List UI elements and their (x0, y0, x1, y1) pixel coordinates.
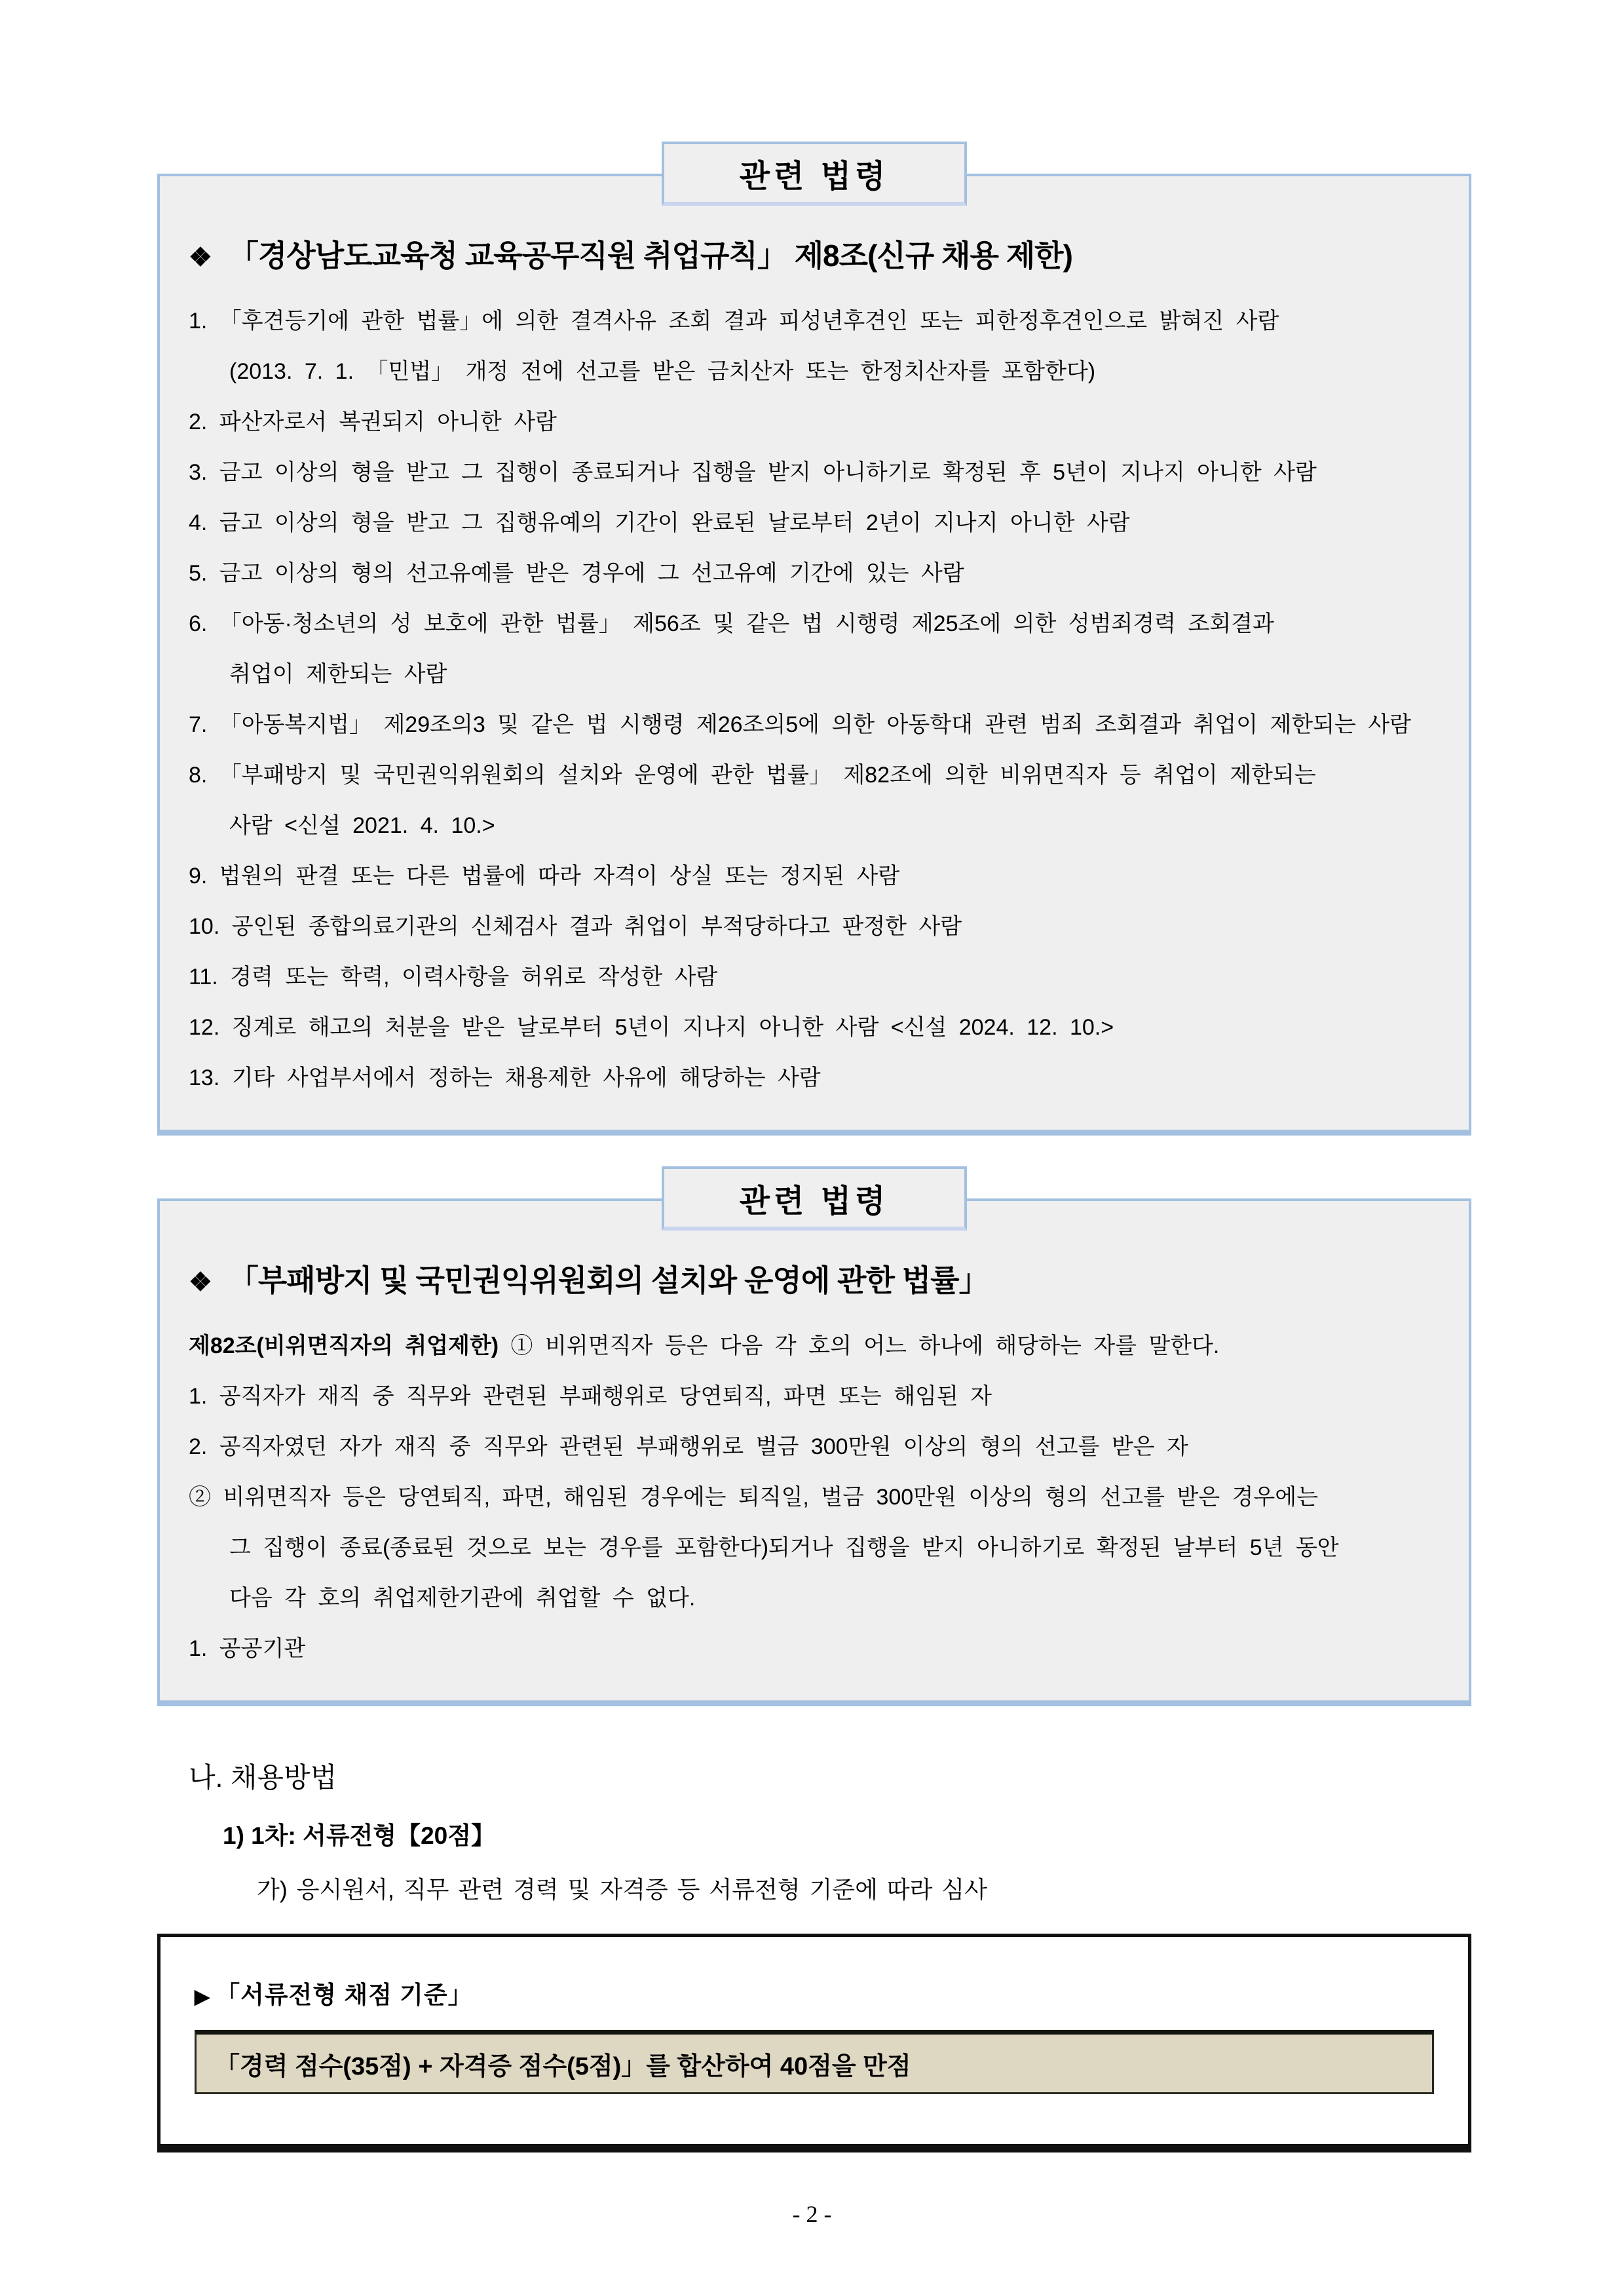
diamond-bullet-icon: ❖ (189, 1268, 212, 1297)
related-law-tab-1-label: 관련 법령 (739, 159, 890, 194)
law-item-line: 사람 <신설 2021. 4. 10.> (229, 813, 495, 838)
law-item-line: 8. 「부패방지 및 국민권익위원회의 설치와 운영에 관한 법률」 제82조에 의한 비위면직자 등 취업이 제한되는 (189, 763, 1316, 788)
criteria-highlight-bar (195, 2030, 1434, 2094)
law-item-line: 10. 공인된 종합의료기관의 신체검사 결과 취업이 부적당하다고 판정한 사람 (189, 914, 962, 939)
law-box-2-title: 「부패방지 및 국민권익위원회의 설치와 운영에 관한 법률」 (228, 1263, 989, 1297)
recruitment-method-section (189, 1761, 987, 1904)
law-item-line: 6. 「아동·청소년의 성 보호에 관한 법률」 제56조 및 같은 법 시행령 제25조에 의한 성범죄경력 조회결과 (189, 611, 1274, 636)
screening-criteria-box (157, 1934, 1471, 2152)
law-box-1 (157, 174, 1471, 1136)
law-box-1-title-row (189, 226, 1443, 287)
law-item-line: 1. 공공기관 (189, 1636, 306, 1661)
law-article-line (189, 1321, 1443, 1371)
law-item-line: 1. 공직자가 재직 중 직무와 관련된 부패행위로 당연퇴직, 파면 또는 해임된 자 (189, 1384, 992, 1409)
related-law-tab-2-label: 관련 법령 (739, 1183, 890, 1219)
article-heading: 제82조(비위면직자의 취업제한) (189, 1333, 499, 1358)
law-item-line: 11. 경력 또는 학력, 이력사항을 허위로 작성한 사람 (189, 965, 718, 989)
law-item-line: 2. 파산자로서 복권되지 아니한 사람 (189, 410, 557, 434)
related-law-tab-2 (662, 1166, 967, 1231)
law-item-line: 그 집행이 종료(종료된 것으로 보는 경우를 포함한다)되거나 집행을 받지 아니하기로 확정된 날부터 5년 동안 (229, 1535, 1339, 1560)
criteria-title-row (195, 1975, 1434, 2010)
method-heading: 나. 채용방법 (189, 1762, 337, 1793)
law-item-line: 3. 금고 이상의 형을 받고 그 집행이 종료되거나 집행을 받지 아니하기로 확정된 후 5년이 지나지 아니한 사람 (189, 460, 1317, 485)
law-item-line: 취업이 제한되는 사람 (229, 662, 447, 687)
law-item-line: 5. 금고 이상의 형의 선고유예를 받은 경우에 그 선고유예 기간에 있는 사람 (189, 561, 964, 586)
law-item-line: 7. 「아동복지법」 제29조의3 및 같은 법 시행령 제26조의5에 의한 아동학대 관련 범죄 조회결과 취업이 제한되는 사람 (189, 712, 1411, 737)
criteria-title: 「서류전형 채점 기준」 (216, 1981, 473, 2008)
law-box-1-title: 「경상남도교육청 교육공무직원 취업규칙」 제8조(신규 채용 제한) (228, 239, 1072, 273)
diamond-bullet-icon: ❖ (189, 243, 212, 272)
law-item-line: 다음 각 호의 취업제한기관에 취업할 수 없다. (229, 1586, 696, 1611)
law-item-line: 9. 법원의 판결 또는 다른 법률에 따라 자격이 상실 또는 정지된 사람 (189, 864, 900, 889)
related-law-tab-1 (662, 142, 967, 206)
law-item-line: 2. 공직자였던 자가 재직 중 직무와 관련된 부패행위로 벌금 300만원 이상의 형의 선고를 받은 자 (189, 1434, 1188, 1459)
law-box-2-title-row (189, 1251, 1443, 1312)
law-item-line: 4. 금고 이상의 형을 받고 그 집행유예의 기간이 완료된 날로부터 2년이 지나지 아니한 사람 (189, 510, 1130, 535)
method-step-1-detail: 가) 응시원서, 직무 관련 경력 및 자격증 등 서류전형 기준에 따라 심사 (257, 1876, 987, 1903)
law-box-2 (157, 1198, 1471, 1706)
law-item-line: 1. 「후견등기에 관한 법률」에 의한 결격사유 조회 결과 피성년후견인 또는 피한정후견인으로 밝혀진 사람 (189, 309, 1279, 334)
article-rest: ① 비위면직자 등은 다음 각 호의 어느 하나에 해당하는 자를 말한다. (499, 1333, 1220, 1358)
law-item-line: (2013. 7. 1. 「민법」 개정 전에 선고를 받은 금치산자 또는 한정치산자를 포함한다) (229, 359, 1096, 384)
method-step-1: 1) 1차: 서류전형【20점】 (223, 1822, 495, 1849)
law-item-line: 13. 기타 사업부서에서 정하는 채용제한 사유에 해당하는 사람 (189, 1065, 821, 1090)
related-law-section-1 (157, 142, 1471, 1136)
law-item-line: 12. 징계로 해고의 처분을 받은 날로부터 5년이 지나지 아니한 사람 <신설 2024. 12. 10.> (189, 1015, 1114, 1040)
triangle-marker-icon: ▶ (195, 1986, 211, 2008)
criteria-highlight-text: 「경력 점수(35점) + 자격증 점수(5점)」를 합산하여 40점을 만점 (215, 2052, 911, 2080)
law-item-line: ② 비위면직자 등은 당연퇴직, 파면, 해임된 경우에는 퇴직일, 벌금 300만원 이상의 형의 선고를 받은 경우에는 (189, 1485, 1318, 1510)
page-number: - 2 - (792, 2201, 832, 2227)
related-law-section-2 (157, 1166, 1471, 1706)
